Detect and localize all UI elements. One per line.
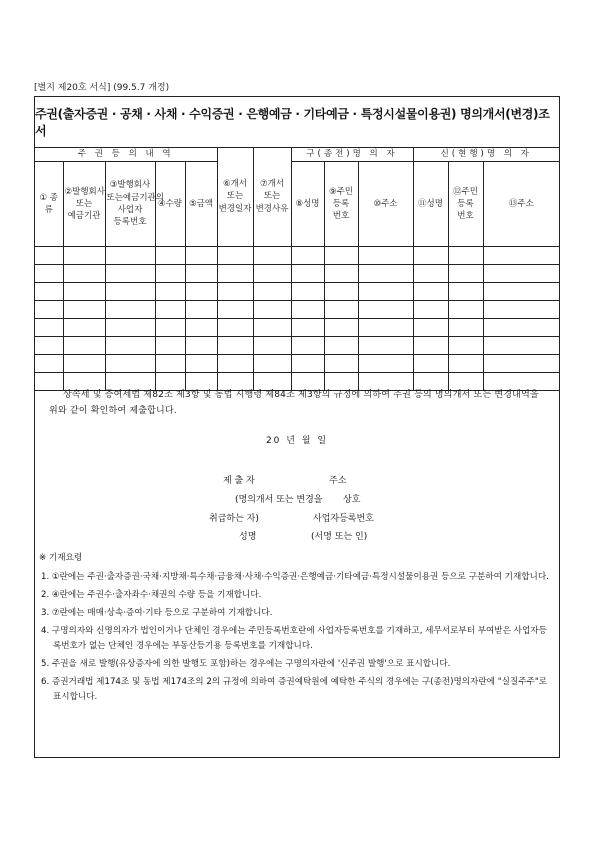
note-item: 2. ④란에는 주권수·출자좌수·채권의 수량 등을 기재합니다. — [41, 590, 262, 600]
notes-title: ※ 기재요령 — [39, 553, 83, 563]
role-line-1: (명의개서 또는 변경을 — [235, 495, 323, 505]
table-row — [35, 265, 559, 283]
table-row — [35, 337, 559, 355]
col-new-resident-no: ⑫주민 등록 번호 — [448, 162, 483, 247]
table-row — [35, 319, 559, 337]
company-label: 상호 — [343, 495, 361, 505]
note-item: 4. 구명의자와 신명의자가 법인이거나 단체인 경우에는 주민등록번호란에 사업자등록번호를 기재하고, 세무서로부터 부여받은 사업자등록번호가 없는 단체인 경우에는 부동산등기용 등록번호를 기재합니다. — [41, 626, 547, 651]
col-new-name: ⑪성명 — [413, 162, 448, 247]
note-item: 1. ①란에는 주권·출자증권·국채·지방채·특수채·금융채·사채·수익증권·은행예금·기타예금·특정시설물이용권 등으로 구분하여 기재합니다. — [41, 572, 549, 582]
statement-text: 상속세 및 증여세법 제82조 제3항 및 동법 시행령 제84조 제3항의 규정에 의하여 주권 등의 명의개서 또는 변경내역을 위와 같이 확인하여 제출합니다. — [49, 390, 539, 416]
group-new-holder: 신(현행)명 의 자 — [413, 147, 559, 162]
date-line: 20 년 월 일 — [265, 436, 329, 446]
note-item: 3. ⑦란에는 매매·상속·증여·기타 등으로 구분하여 기재합니다. — [41, 608, 273, 618]
address-label: 주소 — [329, 476, 347, 486]
table-group-header — [35, 147, 559, 162]
form-reference: [별지 제20호 서식] (99.5.7 개정) — [34, 83, 170, 93]
submitter-label: 제 출 자 — [223, 476, 255, 486]
col-new-address: ⑬주소 — [483, 162, 559, 247]
col-issuer-biz-no: ③발행회사 또는예금기관의 사업자 등록번호 — [105, 162, 155, 247]
col-old-name: ⑧성명 — [291, 162, 324, 247]
col-old-resident-no: ⑨주민 등록 번호 — [324, 162, 358, 247]
biz-no-label: 사업자등록번호 — [313, 514, 374, 524]
form-title: 주권(출자증권 · 공채 · 사채 · 수익증권 · 은행예금 · 기타예금 · 특정시설물이용권) 명의개서(변경)조서 — [35, 97, 559, 148]
sign-label: (서명 또는 인) — [311, 532, 368, 542]
table-row — [35, 247, 559, 265]
group-old-holder: 구(종전)명 의 자 — [291, 147, 413, 162]
note-item: 5. 주권을 새로 발행(유상증자에 의한 발행도 포함)하는 경우에는 구명의자란에 '신주권 발행'으로 표시합니다. — [41, 659, 451, 669]
table-row — [35, 355, 559, 373]
stock-transfer-table — [35, 147, 559, 391]
col-quantity: ④수량 — [155, 162, 185, 247]
col-change-date: ⑥개서 또는 변경일자 — [217, 147, 253, 247]
col-change-reason: ⑦개서 또는 변경사유 — [253, 147, 291, 247]
table-row — [35, 301, 559, 319]
table-row — [35, 283, 559, 301]
note-item: 6. 증권거래법 제174조 및 동법 제174조의 2의 규정에 의하여 증권예탁원에 예탁한 주식의 경우에는 구(종전)명의자란에 "실질주주"로 표시합니다. — [41, 677, 548, 702]
notes-section — [39, 551, 555, 708]
col-amount: ⑤금액 — [185, 162, 217, 247]
form-frame — [34, 96, 560, 758]
name-label: 성명 — [239, 532, 257, 542]
statement-section — [35, 387, 559, 419]
col-issuer: ②발행회사 또는 예금기관 — [63, 162, 105, 247]
table-column-header — [35, 162, 559, 247]
col-old-address: ⑩주소 — [358, 162, 413, 247]
group-stock-details: 주 권 등 의 내 역 — [35, 147, 217, 162]
role-line-2: 취급하는 자) — [209, 514, 259, 524]
col-type: ① 종 류 — [35, 162, 63, 247]
